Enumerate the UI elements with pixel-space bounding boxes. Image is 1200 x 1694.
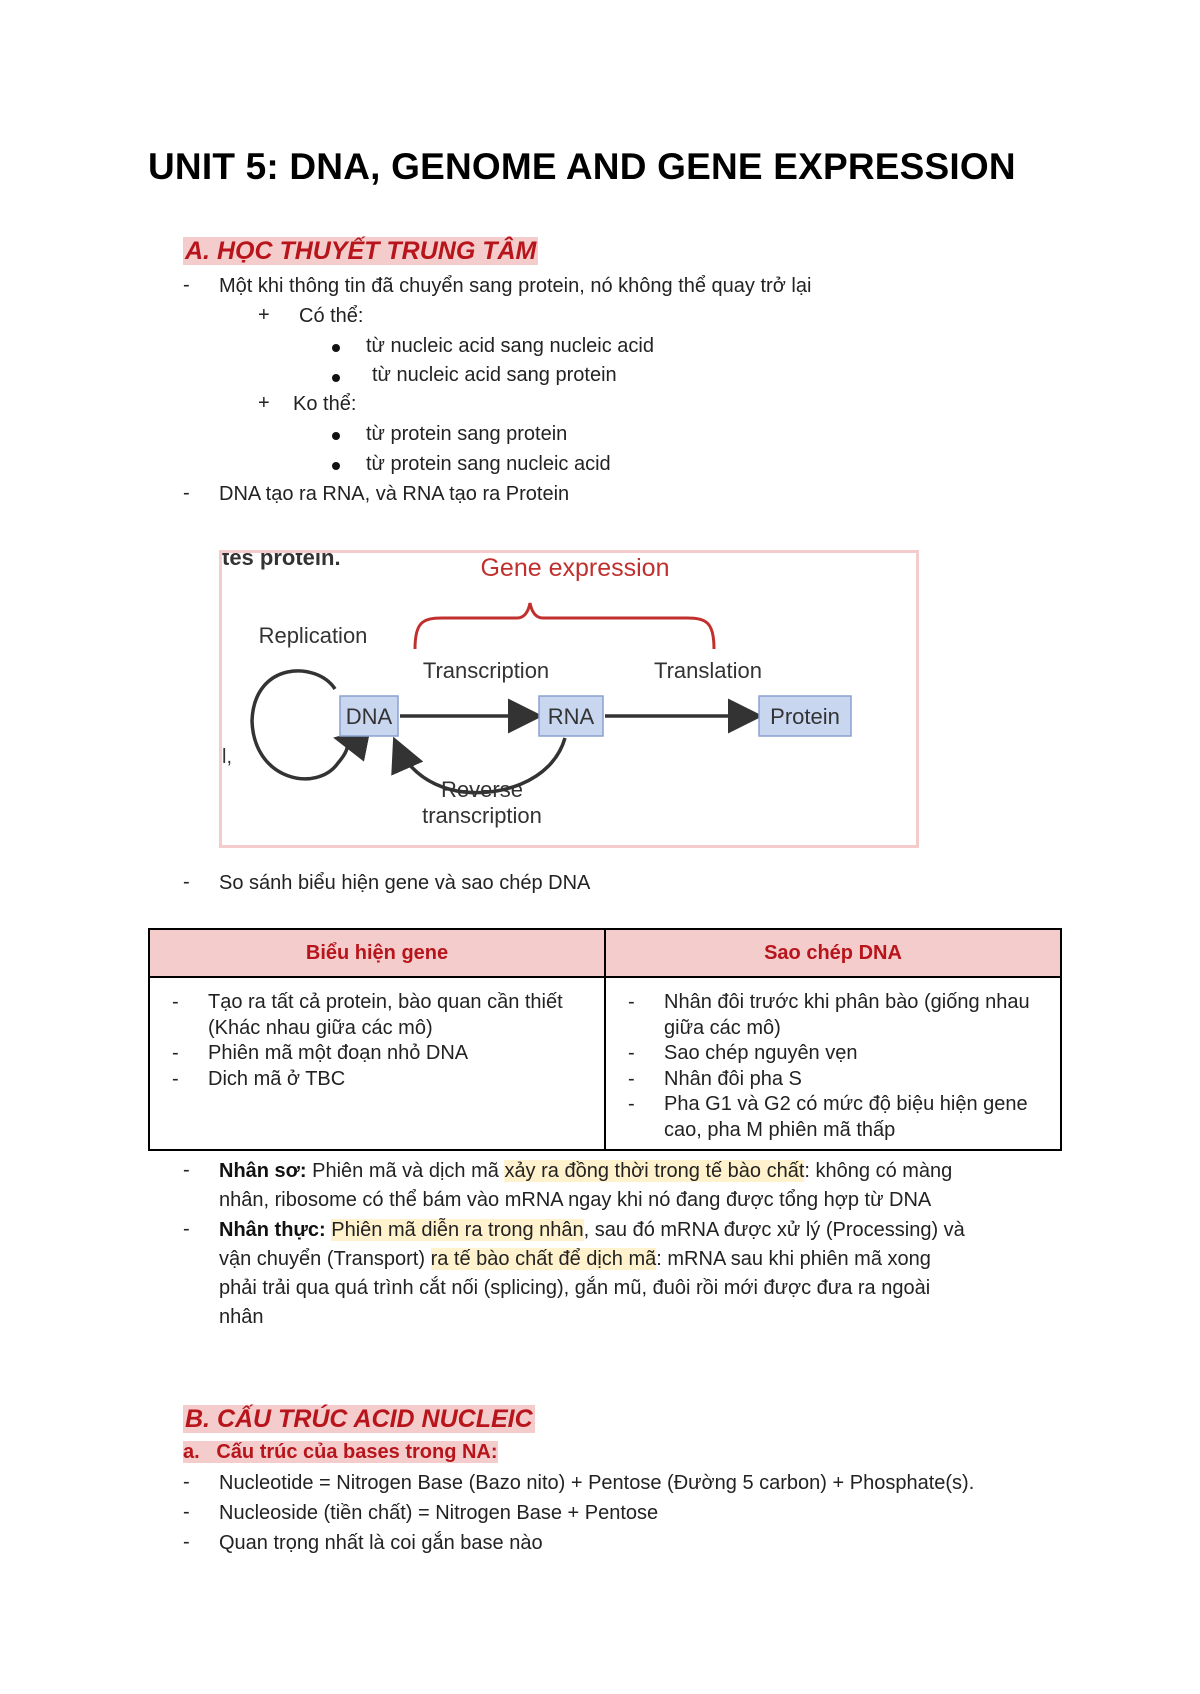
dash: -	[183, 1218, 190, 1240]
dash: -	[183, 1501, 190, 1523]
bullet	[332, 374, 340, 382]
eukaryote-line-3: phải trải qua quá trình cắt nối (splicing), gắn mũ, đuôi rồi mới được đưa ra ngoài	[219, 1277, 931, 1299]
gene-expression-cell	[149, 977, 605, 1150]
header-dna-replication: Sao chép DNA	[605, 929, 1061, 977]
bullet	[332, 462, 340, 470]
eukaryote-line-4: nhân	[219, 1306, 264, 1328]
nucleotide-definition: Nucleotide = Nitrogen Base (Bazo nito) + Pentose (Đường 5 carbon) + Phosphate(s).	[219, 1472, 975, 1494]
partial-caption-left: l,	[222, 746, 232, 768]
comparison-table	[148, 928, 1062, 1151]
can-item: từ nucleic acid sang nucleic acid	[366, 335, 654, 357]
list-item: - Pha G1 và G2 có mức độ biệu hiện gene cao, pha M phiên mã thấp	[626, 1092, 1050, 1143]
dash: -	[183, 274, 190, 296]
transcription-label: Transcription	[422, 658, 550, 683]
eukaryote-paragraph	[219, 1216, 965, 1332]
prokaryote-text: : không có màng	[804, 1160, 953, 1182]
eukaryote-text: : mRNA sau khi phiên mã xong	[656, 1248, 931, 1270]
list-item: - Sao chép nguyên vẹn	[626, 1041, 1050, 1067]
list-item: - Nhân đôi trước khi phân bào (giống nhau giữa các mô)	[626, 990, 1050, 1041]
eukaryote-highlight: Phiên mã diễn ra trong nhân	[331, 1219, 584, 1241]
replication-label: Replication	[258, 623, 368, 648]
prokaryote-paragraph	[219, 1157, 952, 1215]
can-item: từ nucleic acid sang protein	[372, 364, 617, 386]
dash: -	[183, 1531, 190, 1553]
nucleoside-definition: Nucleoside (tiền chất) = Nitrogen Base + Pentose	[219, 1502, 659, 1524]
prokaryote-label: Nhân sơ:	[219, 1160, 307, 1182]
central-dogma-diagram	[219, 550, 919, 848]
eukaryote-text: vận chuyển (Transport)	[219, 1248, 431, 1270]
can-label: Có thể:	[299, 305, 364, 327]
cannot-item: từ protein sang protein	[366, 423, 568, 445]
list-item: - Dich mã ở TBC	[170, 1067, 594, 1093]
bullet	[332, 432, 340, 440]
central-dogma-statement: Một khi thông tin đã chuyển sang protein, nó không thể quay trở lại	[219, 275, 812, 297]
protein-label: Protein	[770, 704, 840, 729]
plus-marker: +	[258, 392, 270, 414]
header-gene-expression: Biểu hiện gene	[149, 929, 605, 977]
list-item: - Nhân đôi pha S	[626, 1067, 1050, 1093]
prokaryote-text: Phiên mã và dịch mã	[306, 1160, 505, 1182]
comparison-intro: So sánh biểu hiện gene và sao chép DNA	[219, 872, 591, 894]
dna-label: DNA	[345, 704, 393, 729]
subsection-number: a.	[183, 1441, 200, 1463]
partial-caption: tes protein.	[222, 553, 341, 570]
dash: -	[183, 482, 190, 504]
subsection-a-heading	[183, 1441, 498, 1464]
diagram-svg	[222, 553, 916, 845]
eukaryote-highlight: ra tế bào chất để dịch mã	[430, 1248, 657, 1270]
replication-arrow	[252, 671, 347, 779]
subsection-title: Cấu trúc của bases trong NA:	[216, 1441, 498, 1463]
dash: -	[183, 1159, 190, 1181]
page-title: UNIT 5: DNA, GENOME AND GENE EXPRESSION	[148, 146, 1016, 187]
section-b-heading: B. CẤU TRÚC ACID NUCLEIC	[185, 1405, 533, 1433]
bullet	[332, 344, 340, 352]
gene-expression-label: Gene expression	[480, 554, 670, 582]
eukaryote-text: , sau đó mRNA được xử lý (Processing) và	[583, 1219, 965, 1241]
gene-expression-brace	[415, 603, 714, 649]
eukaryote-label: Nhân thực:	[219, 1219, 326, 1241]
cannot-item: từ protein sang nucleic acid	[366, 453, 611, 475]
reverse-label-1: Reverse	[441, 777, 523, 802]
section-a-heading: A. HỌC THUYẾT TRUNG TÂM	[185, 237, 537, 265]
list-item: - Phiên mã một đoạn nhỏ DNA	[170, 1041, 594, 1067]
plus-marker: +	[258, 304, 270, 326]
cannot-label: Ko thể:	[293, 393, 357, 415]
table-header-row	[149, 929, 1061, 977]
prokaryote-highlight: xảy ra đồng thời trong tế bào chất	[504, 1160, 805, 1182]
reverse-label-2: transcription	[422, 803, 542, 828]
rna-label: RNA	[547, 704, 595, 729]
dna-rna-protein-statement: DNA tạo ra RNA, và RNA tạo ra Protein	[219, 483, 570, 505]
prokaryote-line-2: nhân, ribosome có thể bám vào mRNA ngay khi nó đang được tổng hợp từ DNA	[219, 1189, 932, 1211]
translation-label: Translation	[653, 658, 763, 683]
dna-replication-cell	[605, 977, 1061, 1150]
list-item: - Tạo ra tất cả protein, bào quan cần thiết (Khác nhau giữa các mô)	[170, 990, 594, 1041]
base-note: Quan trọng nhất là coi gắn base nào	[219, 1532, 543, 1554]
dash: -	[183, 871, 190, 893]
table-row	[149, 977, 1061, 1150]
dash: -	[183, 1471, 190, 1493]
